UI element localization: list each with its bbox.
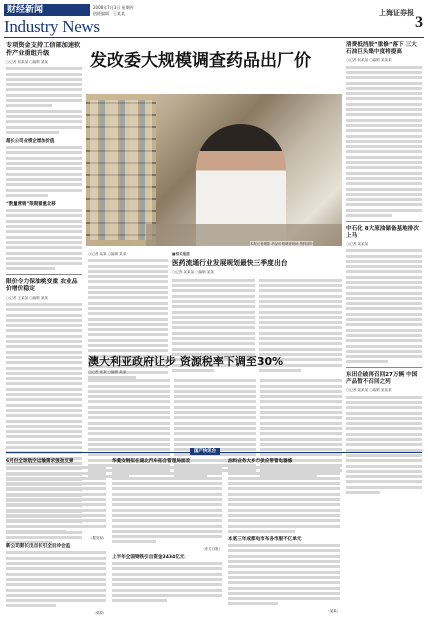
related-tag: ■相关报道 xyxy=(172,252,190,256)
brief-title[interactable]: 本底三年成都电市布各市服不亿单元 xyxy=(228,536,302,542)
main-headline[interactable]: 发改委大规模调查药品出厂价 xyxy=(90,51,311,71)
byline: ○记者 某某 ○编辑 某某 xyxy=(88,252,127,256)
article-title[interactable]: 东田企破再召回27万辆 中国产品暂不召回之列 xyxy=(346,371,418,386)
brief-source: （某某） xyxy=(326,608,340,613)
brief-col-3 xyxy=(228,458,340,613)
sub-heading: 超长公司业绩企增加价值 xyxy=(6,138,55,144)
article-body xyxy=(6,146,82,197)
sub-heading: “数量营销”限期着重北移 xyxy=(6,201,56,207)
brief-col-2 xyxy=(112,458,222,604)
photo-caption: 本报记者摄影 药品价格调查现场 资料照片 xyxy=(250,242,314,246)
article-title[interactable]: 限价令力保油桃变重 农业品价增价稳定 xyxy=(6,278,78,293)
issue-info xyxy=(93,5,134,17)
editor-info: 值班编辑：王某某 xyxy=(93,11,125,16)
brand: 上海证券报 xyxy=(379,8,414,17)
headline-australia[interactable]: 澳大利亚政府让步 资源税率下调至30% xyxy=(88,355,284,368)
brief-title[interactable]: 6月份全球航空运输需求强劲反弹 xyxy=(6,459,74,464)
masthead-rule xyxy=(4,37,424,38)
issue-date: 2008年7月3日 星期四 xyxy=(93,5,134,10)
article-title[interactable]: 中石化 8大原油储备基地排次上马 xyxy=(346,225,419,239)
section-en: Industry News xyxy=(4,17,100,36)
masthead xyxy=(0,0,428,38)
byline: ○记者 王某某 ○编辑 某某 xyxy=(6,295,49,300)
article-title[interactable]: 专项资金支持工信部加速软件产业重组升级 xyxy=(6,42,81,57)
right-column xyxy=(346,42,422,496)
brief-title[interactable]: 华菱安钢拟在湖北汽车拓合管理局面改 xyxy=(112,459,191,464)
brief-title[interactable]: 油料业务大乡市供应带管电器修 xyxy=(228,459,293,464)
article-body xyxy=(6,209,82,270)
byline: ○记者 何某某 ○编辑 某某某 xyxy=(346,58,392,63)
article-body xyxy=(6,67,82,134)
sub-article-title[interactable]: 医药流通行业发展规划最快三季度出台 xyxy=(172,259,288,267)
byline: ○记者 某某某 ○编辑 某某某 xyxy=(346,388,392,393)
byline: ○记者 某某 ○编辑 某某 xyxy=(88,370,127,374)
medicine-boxes xyxy=(90,100,152,240)
brief-source: （来源） xyxy=(92,610,106,615)
brief-col-1 xyxy=(6,458,106,615)
page-number: 3 xyxy=(415,14,423,31)
section-badge xyxy=(4,4,90,16)
news-photo xyxy=(86,94,342,246)
article-title[interactable]: 清费抵挡胶“重修”落下 三大石油巨头集中度将提高 xyxy=(346,42,417,56)
byline: ○记者 某某某 xyxy=(346,241,369,246)
byline: ○记者 何某某 ○编辑 某某 xyxy=(6,60,49,64)
brief-title[interactable]: 新公司驱长出点长引全后冷会监 xyxy=(6,544,71,550)
brief-title[interactable]: 上半年全国钢铁引出资金3434亿元 xyxy=(112,554,185,560)
byline: ○记者 某某某 ○编辑 某某 xyxy=(172,269,215,274)
brief-source: （东方日报） xyxy=(201,546,222,551)
section-cn: 财经新闻 xyxy=(7,5,44,15)
briefs-label: 国产快讯台 xyxy=(190,448,220,455)
brief-source: （据央视） xyxy=(89,536,106,541)
